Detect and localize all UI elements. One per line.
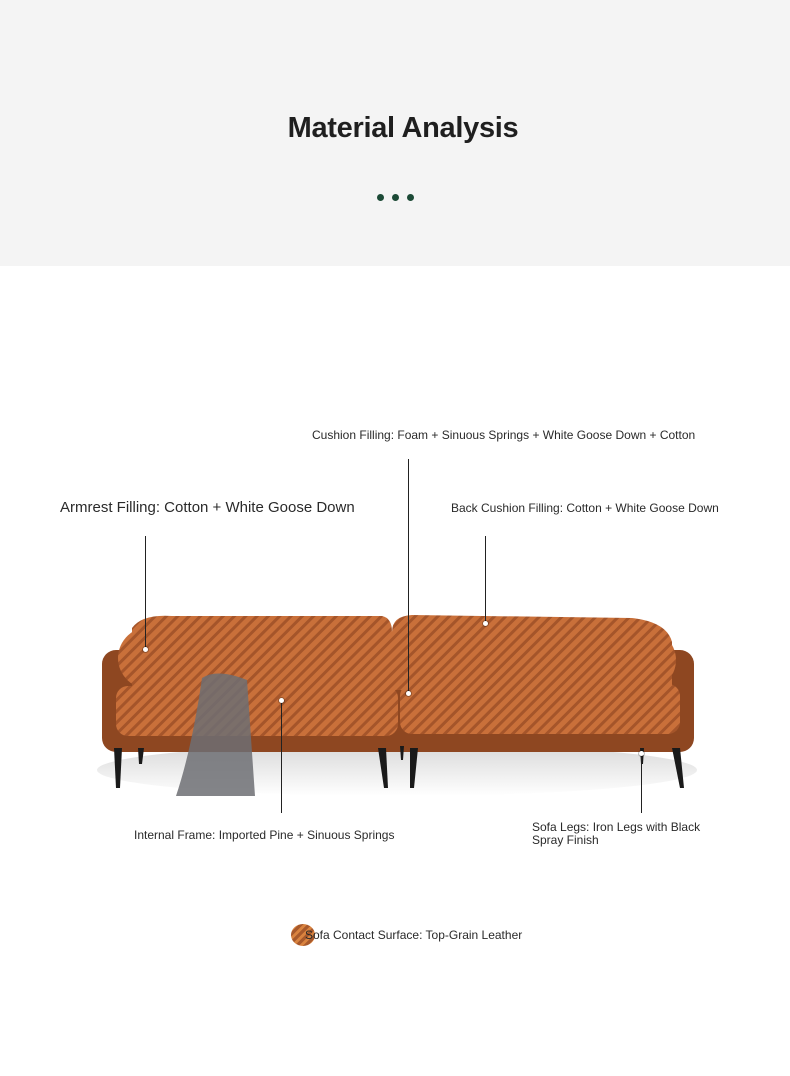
cushion-filling-label: Cushion Filling: Foam + Sinuous Springs + White Goose Down + Cotton (312, 428, 696, 442)
armrest-leader-line (145, 536, 146, 649)
armrest-marker (143, 647, 148, 652)
sofa-legs-marker (639, 751, 644, 756)
back-cushion-filling-label: Back Cushion Filling: Cotton + White Goose Down (451, 501, 719, 515)
seat-cushion-right (400, 684, 680, 734)
internal-frame-marker (279, 698, 284, 703)
cushion-marker (406, 691, 411, 696)
sofa-legs-leader-line (641, 753, 642, 813)
internal-frame-leader-line (281, 700, 282, 813)
back-cushion-marker (483, 621, 488, 626)
dot-icon (392, 194, 399, 201)
dot-icon (377, 194, 384, 201)
dot-icon (407, 194, 414, 201)
page-title: Material Analysis (287, 112, 519, 144)
header-section (0, 0, 790, 266)
arm-pillow-left (118, 626, 186, 690)
decorative-dots (377, 194, 417, 202)
internal-frame-label: Internal Frame: Imported Pine + Sinuous Springs (134, 828, 395, 842)
armrest-filling-label: Armrest Filling: Cotton + White Goose Down (60, 499, 355, 516)
sofa-illustration (92, 598, 702, 803)
seat-cushion-left (116, 686, 398, 736)
back-cushion-leader-line (485, 536, 486, 623)
sofa-legs-label: Sofa Legs: Iron Legs with Black Spray Finish (532, 820, 701, 847)
cushion-leader-line (408, 459, 409, 693)
legend-label: Sofa Contact Surface: Top-Grain Leather (305, 928, 523, 942)
